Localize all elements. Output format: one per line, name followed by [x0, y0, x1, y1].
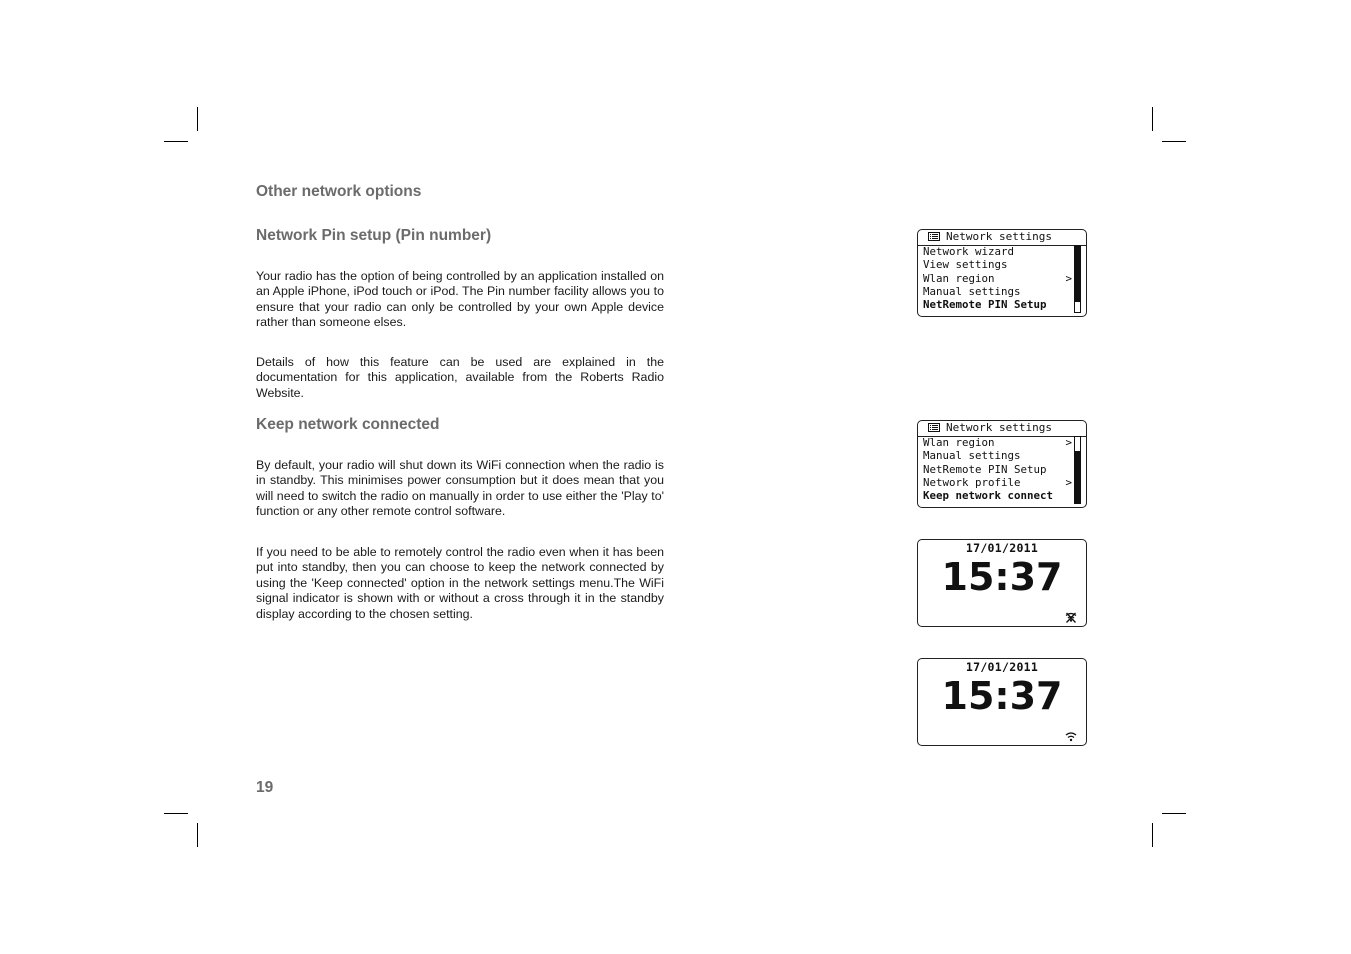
menu-item [923, 476, 1072, 489]
standby-time: 15:37 [941, 674, 1063, 718]
wifi-crossed-icon [1065, 612, 1077, 623]
lcd-title: Network settings [946, 230, 1052, 243]
menu-item [923, 436, 1072, 449]
crop-mark [1162, 141, 1186, 142]
menu-item-selected [923, 489, 1072, 502]
lcd-standby-wifi-on [917, 658, 1087, 746]
menu-item-label: NetRemote PIN Setup [923, 298, 1047, 311]
menu-item-label: Keep network connect [923, 489, 1054, 502]
menu-item [923, 449, 1072, 462]
menu-item-label: Network profile [923, 476, 1021, 489]
lcd-screen-keep-connected [917, 420, 1087, 508]
scrollbar [1074, 245, 1081, 313]
standby-time: 15:37 [941, 555, 1063, 599]
crop-mark [1152, 823, 1153, 847]
lcd-title: Network settings [946, 421, 1052, 434]
lcd-screen-pin-setup [917, 229, 1087, 317]
menu-item [923, 245, 1072, 258]
menu-item-label: Manual settings [923, 285, 1021, 298]
crop-mark [164, 141, 188, 142]
section-heading-other: Other network options [256, 183, 422, 200]
menu-item-label: Wlan region [923, 436, 995, 449]
chevron-right-icon: > [1065, 436, 1072, 449]
chevron-right-icon: > [1065, 476, 1072, 489]
standby-date: 17/01/2011 [965, 660, 1039, 674]
section-heading-keep: Keep network connected [256, 416, 440, 433]
paragraph-pin-1: Your radio has the option of being controlled by an application installed on an Apple iPhone, iPod touch or iPod. The Pin number facility allows you to ensure that your radio can only be controlled by your own Apple device rather than someone elses. [256, 269, 664, 330]
standby-date: 17/01/2011 [965, 541, 1039, 555]
menu-item [923, 272, 1072, 285]
menu-item-label: Wlan region [923, 272, 995, 285]
scrollbar-thumb [1075, 437, 1080, 451]
paragraph-pin-2: Details of how this feature can be used are explained in the documentation for this application, available from the Roberts Radio Website. [256, 355, 664, 400]
menu-item [923, 258, 1072, 271]
menu-icon [928, 232, 940, 241]
crop-mark [164, 813, 188, 814]
wifi-icon [1065, 731, 1077, 742]
menu-item-label: Manual settings [923, 449, 1021, 462]
lcd-title-bar [918, 421, 1086, 437]
paragraph-keep-1: By default, your radio will shut down its WiFi connection when the radio is in standby. This minimises power consumption but it does mean that you will need to switch the radio on manually in order to use either the 'Play to' function or any other remote control software. [256, 458, 664, 519]
crop-mark [197, 823, 198, 847]
lcd-title-bar [918, 230, 1086, 246]
paragraph-keep-2: If you need to be able to remotely control the radio even when it has been put into standby, then you can choose to keep the network connected by using the 'Keep connected' option in the network settings menu.The WiFi signal indicator is shown with or without a cross through it in the standby display according to the chosen setting. [256, 545, 664, 621]
menu-item-label: Network wizard [923, 245, 1015, 258]
page-number: 19 [256, 779, 274, 796]
crop-mark [197, 107, 198, 131]
menu-item-label: View settings [923, 258, 1008, 271]
section-heading-pin: Network Pin setup (Pin number) [256, 227, 492, 244]
chevron-right-icon: > [1065, 272, 1072, 285]
crop-mark [1152, 107, 1153, 131]
lcd-standby-wifi-off [917, 539, 1087, 627]
crop-mark [1162, 813, 1186, 814]
menu-item [923, 463, 1072, 476]
menu-item-selected [923, 298, 1072, 311]
scrollbar-thumb [1075, 302, 1080, 312]
menu-item-label: NetRemote PIN Setup [923, 463, 1047, 476]
scrollbar [1074, 436, 1081, 504]
menu-icon [928, 423, 940, 432]
menu-item [923, 285, 1072, 298]
